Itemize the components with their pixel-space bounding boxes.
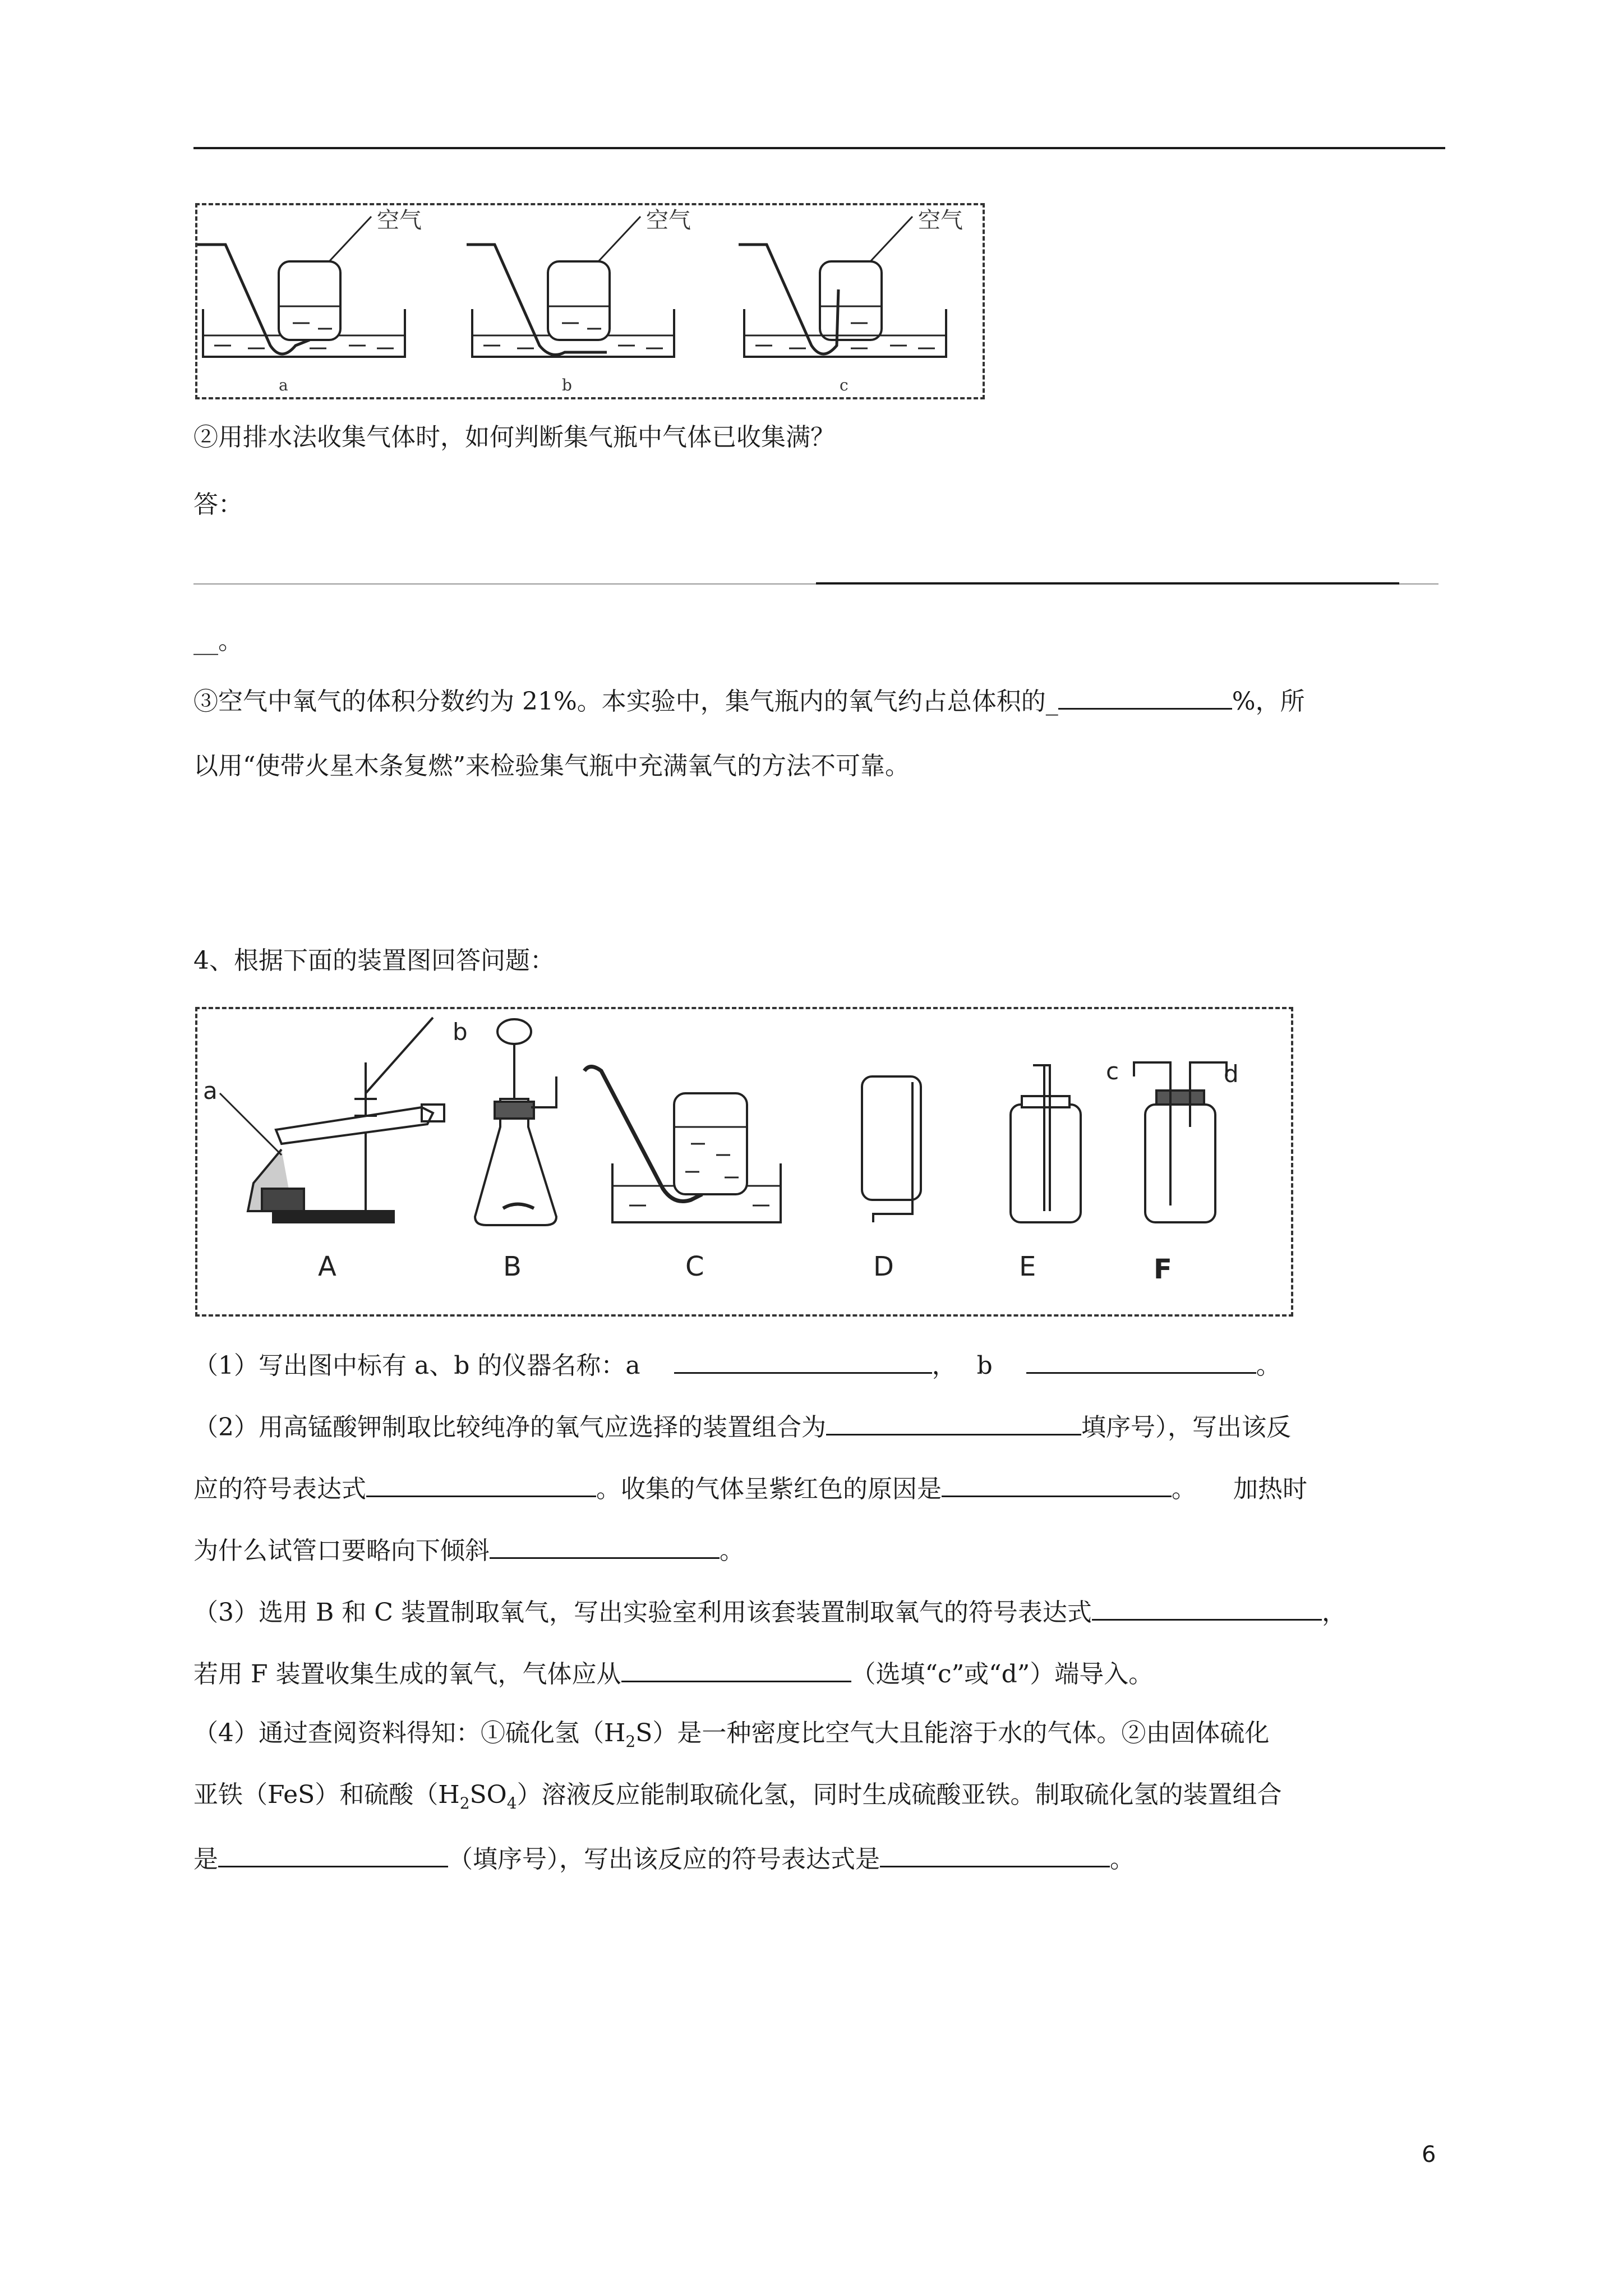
figure-gas-collection-drawing [197, 205, 983, 397]
apparatus-F [1134, 1062, 1227, 1222]
figure-apparatus [195, 1007, 1293, 1317]
air-label-a: 空气 [377, 208, 422, 233]
port-label-c: c [1106, 1057, 1119, 1085]
air-label-b: 空气 [646, 208, 691, 233]
q4-p2-text7: 。 [720, 1536, 744, 1565]
q2-answer-line-end [1399, 583, 1438, 585]
q4-p4-text1: （4）通过查阅资料得知：①硫化氢（H [193, 1719, 626, 1747]
q4-p3-text3: 若用 F 装置收集生成的氧气，气体应从 [193, 1660, 621, 1688]
q4-p2-text6: 为什么试管口要略向下倾斜 [193, 1536, 490, 1565]
q2-answer-label: 答： [193, 490, 243, 519]
q4-p2-text4: 。收集的气体呈紫红色的原因是 [596, 1475, 942, 1503]
q4-p2-blank-equation[interactable] [366, 1471, 596, 1497]
q4-p3-line1 [193, 1594, 1347, 1628]
figure-apparatus-drawing [197, 1009, 1291, 1314]
q4-p4-text5: ）溶液反应能制取硫化氢，同时生成硫酸亚铁。制取硫化氢的装置组合 [517, 1780, 1282, 1809]
apparatus-letter-C: C [685, 1251, 704, 1282]
figure-gas-collection [195, 203, 985, 399]
apparatus-C [584, 1067, 781, 1223]
q4-p2-line1 [193, 1409, 1291, 1443]
q2-answer-line [816, 582, 1399, 585]
q4-p2-blank-combo[interactable] [826, 1409, 1081, 1435]
q4-p2-text3: 应的符号表达式 [193, 1475, 366, 1503]
apparatus-a [197, 217, 405, 357]
header-rule [193, 147, 1445, 149]
apparatus-c [739, 217, 946, 357]
q4-p4-line2 [193, 1779, 1282, 1819]
apparatus-b [467, 217, 674, 357]
q4-p2-text2: 填序号），写出该反 [1081, 1413, 1291, 1442]
apparatus-B [475, 1019, 556, 1225]
q4-p4-sub2: 2 [459, 1793, 470, 1812]
q4-p1-end: 。 [1256, 1351, 1281, 1380]
instrument-label-b: b [453, 1018, 468, 1046]
instrument-label-a: a [203, 1077, 218, 1105]
q4-p4-text8: 。 [1110, 1845, 1135, 1874]
q3-percent-blank[interactable] [1058, 683, 1232, 710]
q4-p4-line1 [193, 1718, 1269, 1757]
q4-p1-text: （1）写出图中标有 a、b 的仪器名称：a [193, 1351, 640, 1380]
q4-p3-blank-equation[interactable] [1092, 1594, 1322, 1621]
q4-p3-text4: （选填“c”或“d”）端导入。 [851, 1660, 1154, 1688]
q4-p4-text2: S）是一种密度比空气大且能溶于水的气体。②由固体硫化 [635, 1719, 1270, 1747]
q4-p3-line2 [193, 1656, 1153, 1690]
q3-line2: 以用“使带火星木条复燃”来检验集气瓶中充满氧气的方法不可靠。 [193, 752, 910, 780]
page-number: 6 [1422, 2142, 1436, 2168]
q4-p1-text-b: ， b [932, 1351, 993, 1380]
apparatus-E [1011, 1065, 1081, 1222]
q4-p4-text3: 亚铁（FeS）和硫酸（H [193, 1780, 460, 1809]
q4-p4-text6: 是 [193, 1845, 218, 1874]
apparatus-D [862, 1076, 921, 1222]
q3-line1 [193, 683, 1305, 717]
label-c: c [840, 376, 849, 394]
q4-p1 [193, 1347, 1281, 1382]
q4-p4-text7: （填序号），写出该反应的符号表达式是 [448, 1845, 880, 1874]
q4-p4-text4: SO [469, 1780, 507, 1809]
q4-p4-sub3: 4 [506, 1793, 517, 1812]
q4-p3-text1: （3）选用 B 和 C 装置制取氧气，写出实验室利用该套装置制取氧气的符号表达式 [193, 1598, 1092, 1627]
q4-title: 4、根据下面的装置图回答问题： [193, 946, 555, 975]
label-b: b [562, 376, 572, 394]
q4-p4-blank-combo[interactable] [218, 1841, 448, 1867]
apparatus-letter-A: A [318, 1251, 336, 1282]
q4-p2-text1: （2）用高锰酸钾制取比较纯净的氧气应选择的装置组合为 [193, 1413, 826, 1442]
q4-p4-line3 [193, 1841, 1135, 1875]
apparatus-letter-B: B [503, 1251, 522, 1282]
port-label-d: d [1224, 1060, 1239, 1088]
q4-p1-blank-a[interactable] [674, 1347, 932, 1374]
q4-p3-text2: ， [1321, 1598, 1347, 1627]
q4-p4-blank-equation[interactable] [880, 1841, 1110, 1867]
q4-p2-line3 [193, 1533, 744, 1567]
apparatus-letter-D: D [873, 1251, 894, 1282]
label-a: a [279, 376, 288, 394]
q2-answer-line-light [193, 583, 816, 585]
q4-p2-line2 [193, 1471, 1307, 1505]
apparatus-A [220, 1018, 444, 1222]
q4-p2-text5: 。 加热时 [1172, 1475, 1307, 1503]
q4-p1-blank-b[interactable] [1026, 1347, 1256, 1374]
q2-answer-end: __。 [193, 627, 243, 655]
q4-p2-blank-tilt[interactable] [490, 1533, 720, 1559]
q2-question: ②用排水法收集气体时，如何判断集气瓶中气体已收集满？ [193, 423, 835, 452]
apparatus-letter-E: E [1019, 1251, 1036, 1282]
q4-p3-blank-port[interactable] [621, 1656, 851, 1682]
apparatus-letter-F: F [1154, 1254, 1172, 1285]
air-label-c: 空气 [918, 208, 963, 233]
q3-line1-end: %，所 [1232, 687, 1305, 716]
q4-p2-blank-reason[interactable] [942, 1471, 1172, 1497]
q3-line1-text: ③空气中氧气的体积分数约为 21%。本实验中，集气瓶内的氧气约占总体积的_ [193, 687, 1058, 716]
q4-p4-sub1: 2 [625, 1732, 636, 1751]
